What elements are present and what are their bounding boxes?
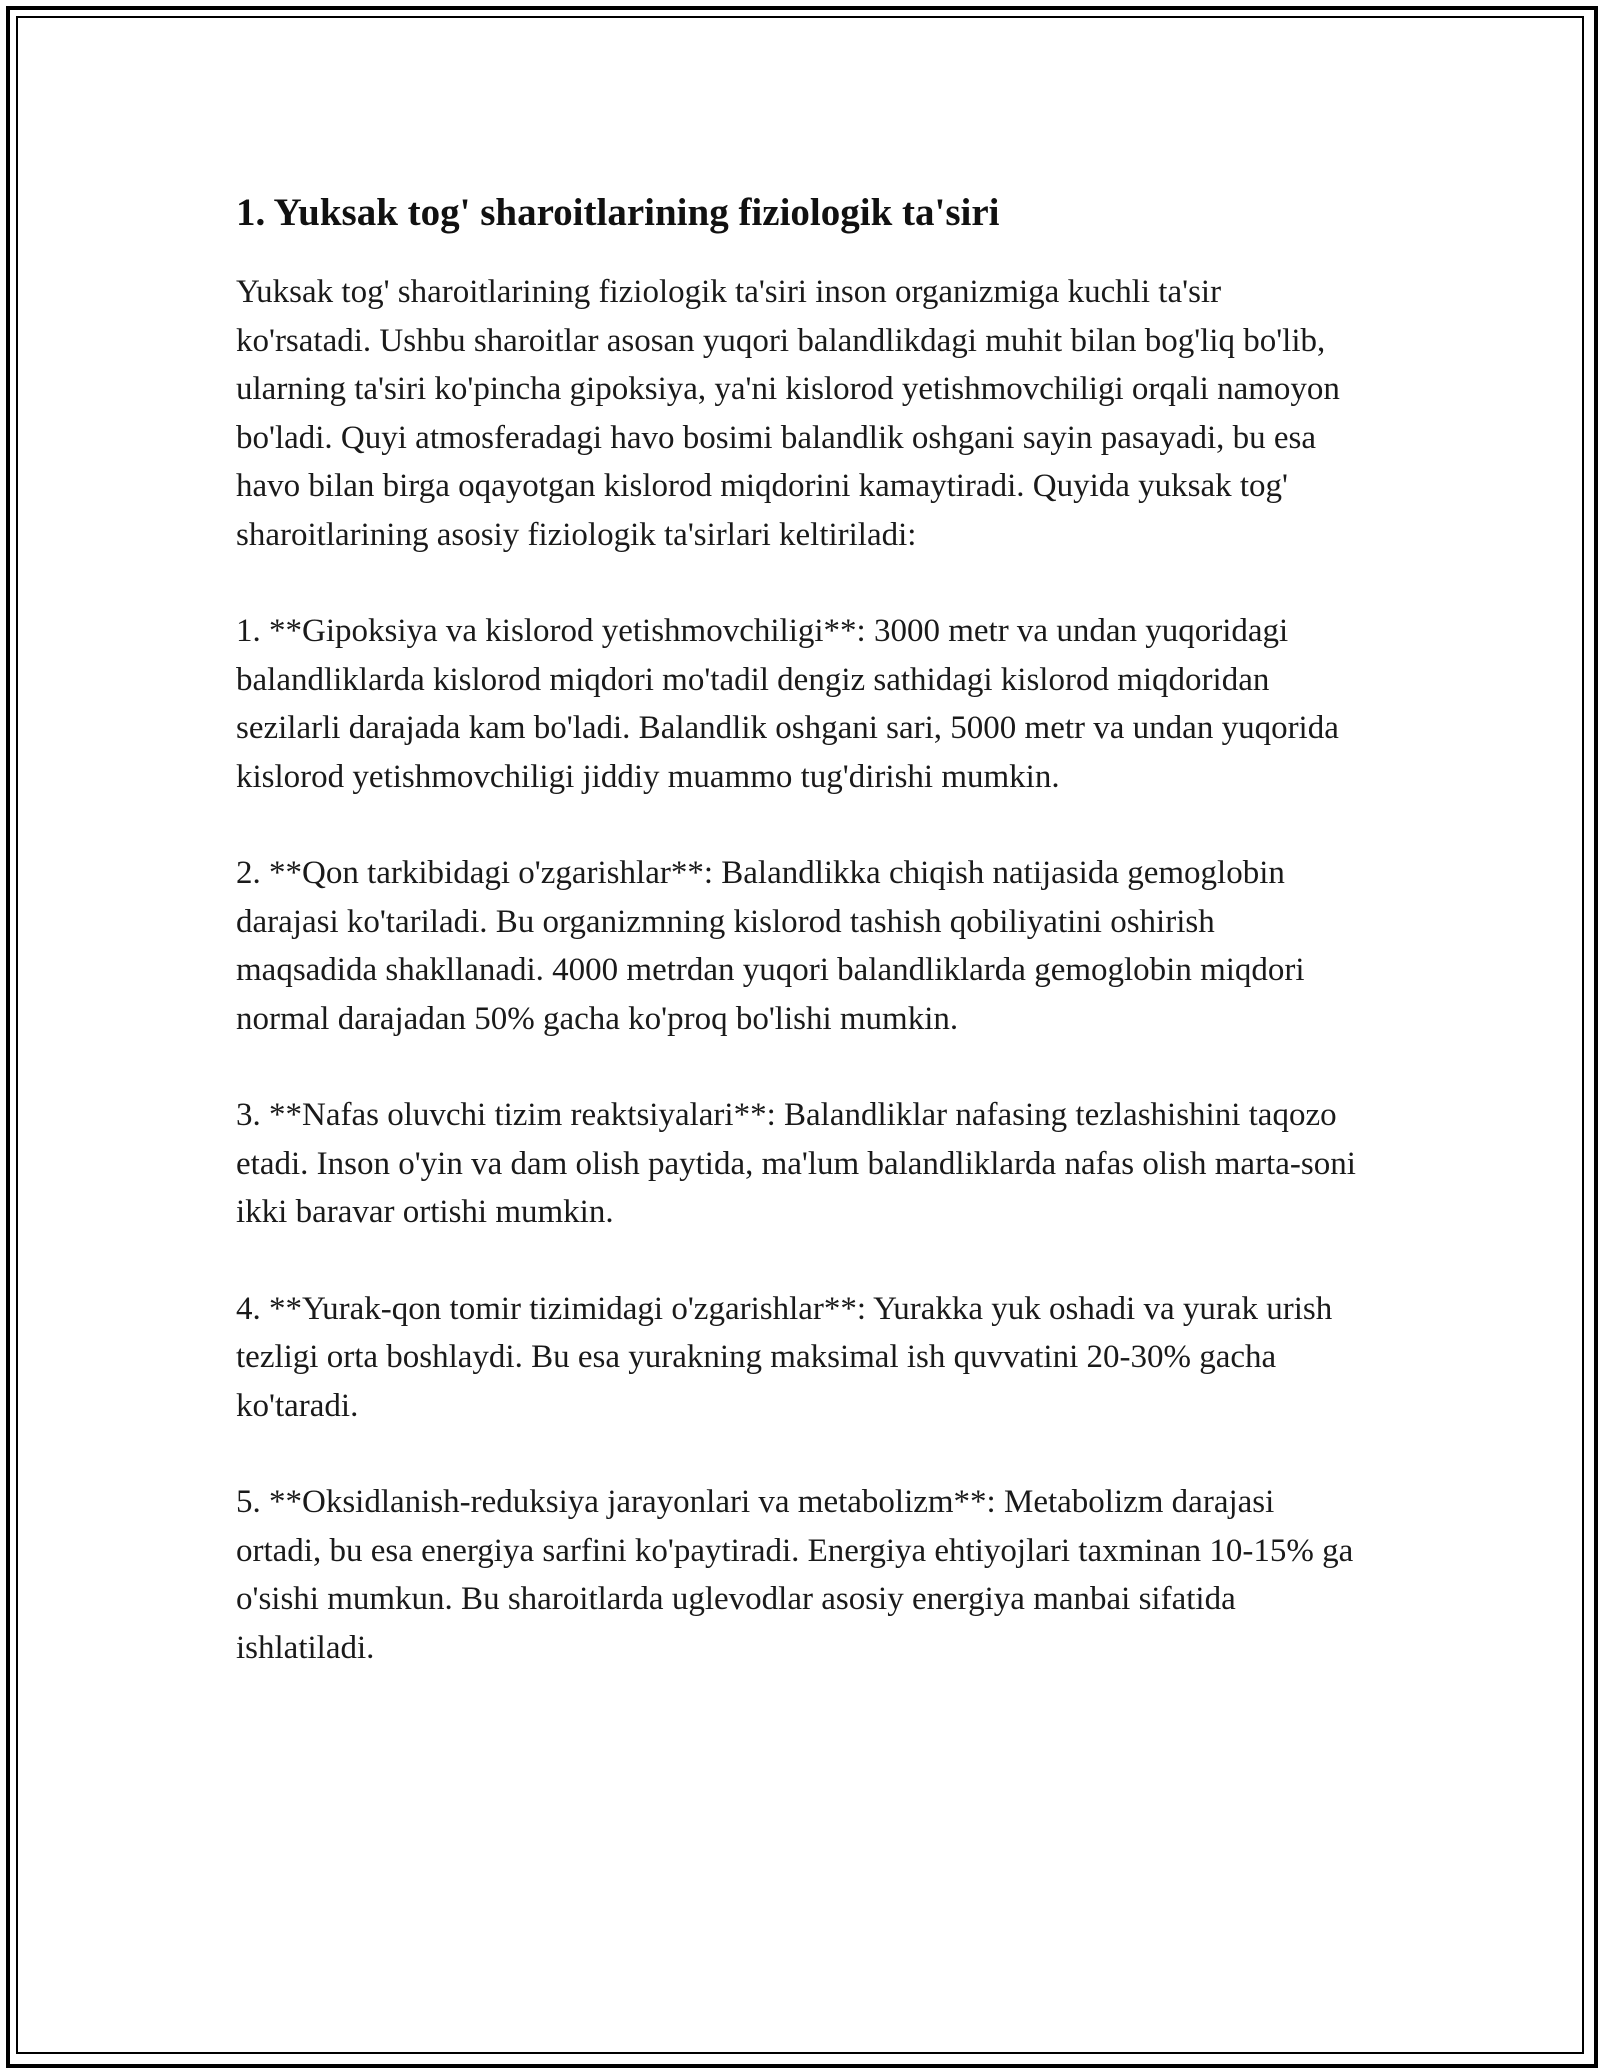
intro-paragraph: Yuksak tog' sharoitlarining fiziologik ta'siri inson organizmiga kuchli ta'sir ko'rsatadi. Ushbu sharoitlar asosan yuqori balandlikdagi muhit bilan bog'liq bo'lib, ularning ta'siri ko'pincha gipoksiya, ya'ni kislorod yetishmovchiligi orqali namoyon bo'ladi. Quyi atmosferadagi havo bosimi balandlik oshgani sayin pasayadi, bu esa havo bilan birga oqayotgan kislorod miqdorini kamaytiradi. Quyida yuksak tog' sharoitlarining asosiy fiziologik ta'sirlari keltiriladi: xyxy=(236,274,1340,553)
list-item-qon-tarkibi: 2. **Qon tarkibidagi o'zgarishlar**: Balandlikka chiqish natijasida gemoglobin darajasi ko'tariladi. Bu organizmning kislorod tashish qobiliyatini oshirish maqsadida shakllanadi. 4000 metrdan yuqori balandliklarda gemoglobin miqdori normal darajadan 50% gacha ko'proq bo'lishi mumkin. xyxy=(236,855,1305,1037)
list-item-nafas-tizimi: 3. **Nafas oluvchi tizim reaktsiyalari**: Balandliklar nafasing tezlashishini taqozo etadi. Inson o'yin va dam olish paytida, ma'lum balandliklarda nafas olish marta-soni ikki baravar ortishi mumkin. xyxy=(236,1097,1356,1230)
list-item-gipoksiya: 1. **Gipoksiya va kislorod yetishmovchiligi**: 3000 metr va undan yuqoridagi balandliklarda kislorod miqdori mo'tadil dengiz sathidagi kislorod miqdoridan sezilarli darajada kam bo'ladi. Balandlik oshgani sari, 5000 metr va undan yuqorida kislorod yetishmovchiligi jiddiy muammo tug'dirishi mumkin. xyxy=(236,613,1339,795)
document-body xyxy=(236,186,1361,1720)
list-item-metabolizm: 5. **Oksidlanish-reduksiya jarayonlari va metabolizm**: Metabolizm darajasi ortadi, bu esa energiya sarfini ko'paytiradi. Energiya ehtiyojlari taxminan 10-15% ga o'sishi mumkun. Bu sharoitlarda uglevodlar asosiy energiya manbai sifatida ishlatiladi. xyxy=(236,1484,1354,1666)
list-item-yurak-qon-tomir: 4. **Yurak-qon tomir tizimidagi o'zgarishlar**: Yurakka yuk oshadi va yurak urish tezligi orta boshlaydi. Bu esa yurakning maksimal ish quvvatini 20-30% gacha ko'taradi. xyxy=(236,1290,1333,1424)
section-heading: 1. Yuksak tog' sharoitlarining fiziologik ta'siri xyxy=(236,191,1000,234)
